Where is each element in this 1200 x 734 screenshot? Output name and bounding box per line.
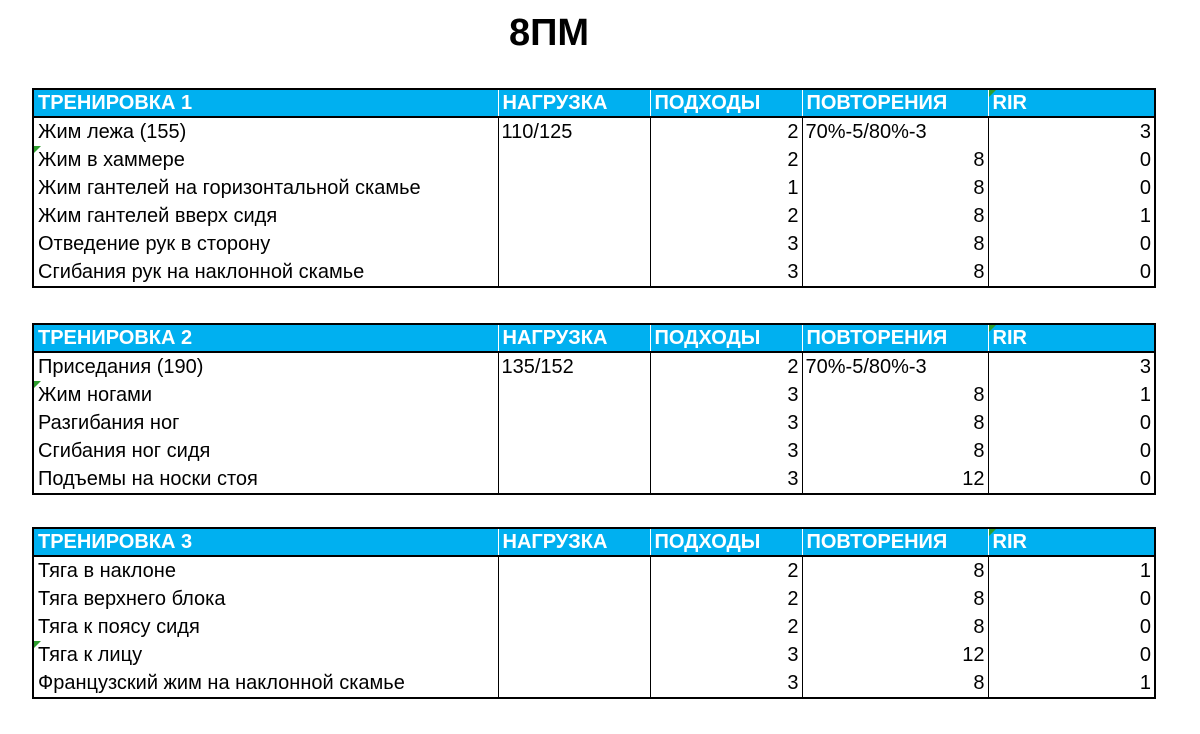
rir-column-label: RIR: [992, 91, 1027, 114]
load-column-header[interactable]: НАГРУЗКА: [498, 89, 650, 117]
rir-column-header[interactable]: [988, 528, 1155, 556]
reps-cell[interactable]: 12: [802, 641, 988, 669]
sets-cell[interactable]: 1: [650, 174, 802, 202]
reps-cell[interactable]: 8: [802, 669, 988, 698]
rir-cell[interactable]: 0: [988, 146, 1155, 174]
rir-cell[interactable]: 1: [988, 669, 1155, 698]
comment-marker-icon: [989, 529, 996, 536]
sets-cell[interactable]: 2: [650, 352, 802, 381]
exercise-label: Тяга к лицу: [38, 644, 143, 666]
sets-cell[interactable]: 3: [650, 437, 802, 465]
sets-cell[interactable]: 2: [650, 613, 802, 641]
comment-marker-icon: [34, 146, 41, 153]
load-cell[interactable]: [498, 409, 650, 437]
exercise-label: Жим ногами: [38, 384, 153, 406]
exercise-cell[interactable]: [33, 641, 498, 669]
table-row: [33, 381, 1155, 409]
rir-cell[interactable]: 0: [988, 465, 1155, 494]
rir-column-header[interactable]: [988, 89, 1155, 117]
reps-cell[interactable]: 8: [802, 146, 988, 174]
sets-column-header[interactable]: ПОДХОДЫ: [650, 89, 802, 117]
exercise-cell[interactable]: Тяга верхнего блока: [33, 585, 498, 613]
rir-cell[interactable]: 0: [988, 641, 1155, 669]
table-row: [33, 669, 1155, 698]
exercise-cell[interactable]: Подъемы на носки стоя: [33, 465, 498, 494]
table-row: [33, 465, 1155, 494]
exercise-cell[interactable]: [33, 146, 498, 174]
sets-cell[interactable]: 3: [650, 669, 802, 698]
sets-cell[interactable]: 2: [650, 585, 802, 613]
load-cell[interactable]: 135/152: [498, 352, 650, 381]
exercise-cell[interactable]: Жим лежа (155): [33, 117, 498, 146]
exercise-cell[interactable]: [33, 381, 498, 409]
load-cell[interactable]: 110/125: [498, 117, 650, 146]
load-cell[interactable]: [498, 465, 650, 494]
comment-marker-icon: [34, 641, 41, 648]
comment-marker-icon: [989, 90, 996, 97]
exercise-cell[interactable]: Отведение рук в сторону: [33, 230, 498, 258]
reps-cell[interactable]: 70%-5/80%-3: [802, 352, 988, 381]
rir-cell[interactable]: 3: [988, 117, 1155, 146]
reps-cell[interactable]: 8: [802, 258, 988, 287]
reps-cell[interactable]: 8: [802, 409, 988, 437]
sets-cell[interactable]: 3: [650, 409, 802, 437]
workout-table-3: [32, 527, 1156, 699]
load-cell[interactable]: [498, 258, 650, 287]
reps-column-header[interactable]: ПОВТОРЕНИЯ: [802, 324, 988, 352]
table-header-row: [33, 89, 1155, 117]
load-cell[interactable]: [498, 174, 650, 202]
rir-column-label: RIR: [992, 326, 1027, 349]
rir-cell[interactable]: 3: [988, 352, 1155, 381]
reps-cell[interactable]: 8: [802, 437, 988, 465]
reps-cell[interactable]: 8: [802, 230, 988, 258]
exercise-cell[interactable]: Тяга к поясу сидя: [33, 613, 498, 641]
rir-cell[interactable]: 0: [988, 409, 1155, 437]
workout-header[interactable]: ТРЕНИРОВКА 3: [33, 528, 498, 556]
table-row: [33, 230, 1155, 258]
table-row: [33, 641, 1155, 669]
exercise-cell[interactable]: Тяга в наклоне: [33, 556, 498, 585]
load-cell[interactable]: [498, 613, 650, 641]
rir-cell[interactable]: 0: [988, 258, 1155, 287]
table-row: [33, 556, 1155, 585]
table-row: [33, 613, 1155, 641]
sets-cell[interactable]: 3: [650, 465, 802, 494]
exercise-cell[interactable]: Разгибания ног: [33, 409, 498, 437]
sets-cell[interactable]: 3: [650, 258, 802, 287]
reps-cell[interactable]: 8: [802, 381, 988, 409]
workout-table-2: [32, 323, 1156, 495]
load-column-header[interactable]: НАГРУЗКА: [498, 528, 650, 556]
reps-cell[interactable]: 70%-5/80%-3: [802, 117, 988, 146]
table-row: [33, 352, 1155, 381]
sets-column-header[interactable]: ПОДХОДЫ: [650, 324, 802, 352]
load-cell[interactable]: [498, 202, 650, 230]
reps-cell[interactable]: 8: [802, 174, 988, 202]
sets-column-header[interactable]: ПОДХОДЫ: [650, 528, 802, 556]
reps-cell[interactable]: 8: [802, 613, 988, 641]
load-cell[interactable]: [498, 230, 650, 258]
load-cell[interactable]: [498, 381, 650, 409]
workout-table-1: [32, 88, 1156, 288]
sets-cell[interactable]: 2: [650, 146, 802, 174]
reps-cell[interactable]: 8: [802, 556, 988, 585]
table-row: [33, 258, 1155, 287]
sets-cell[interactable]: 3: [650, 230, 802, 258]
reps-cell[interactable]: 12: [802, 465, 988, 494]
rir-cell[interactable]: 0: [988, 585, 1155, 613]
rir-cell[interactable]: 0: [988, 174, 1155, 202]
exercise-cell[interactable]: Приседания (190): [33, 352, 498, 381]
comment-marker-icon: [989, 325, 996, 332]
comment-marker-icon: [34, 381, 41, 388]
table-row: [33, 585, 1155, 613]
sets-cell[interactable]: 2: [650, 202, 802, 230]
sets-cell[interactable]: 3: [650, 641, 802, 669]
reps-column-header[interactable]: ПОВТОРЕНИЯ: [802, 528, 988, 556]
sets-cell[interactable]: 2: [650, 117, 802, 146]
table-row: [33, 202, 1155, 230]
sets-cell[interactable]: 3: [650, 381, 802, 409]
rir-cell[interactable]: 1: [988, 381, 1155, 409]
rir-cell[interactable]: 1: [988, 556, 1155, 585]
exercise-cell[interactable]: Сгибания ног сидя: [33, 437, 498, 465]
reps-cell[interactable]: 8: [802, 202, 988, 230]
table-row: [33, 117, 1155, 146]
load-cell[interactable]: [498, 146, 650, 174]
load-cell[interactable]: [498, 437, 650, 465]
rir-column-header[interactable]: [988, 324, 1155, 352]
table-header-row: [33, 528, 1155, 556]
table-row: [33, 146, 1155, 174]
load-cell[interactable]: [498, 556, 650, 585]
exercise-cell[interactable]: Сгибания рук на наклонной скамье: [33, 258, 498, 287]
exercise-label: Жим в хаммере: [38, 149, 185, 171]
table-row: [33, 174, 1155, 202]
reps-column-header[interactable]: ПОВТОРЕНИЯ: [802, 89, 988, 117]
exercise-cell[interactable]: Французский жим на наклонной скамье: [33, 669, 498, 698]
load-cell[interactable]: [498, 585, 650, 613]
reps-cell[interactable]: 8: [802, 585, 988, 613]
workout-header[interactable]: ТРЕНИРОВКА 2: [33, 324, 498, 352]
load-column-header[interactable]: НАГРУЗКА: [498, 324, 650, 352]
rir-cell[interactable]: 1: [988, 202, 1155, 230]
sets-cell[interactable]: 2: [650, 556, 802, 585]
table-row: [33, 437, 1155, 465]
table-row: [33, 409, 1155, 437]
rir-cell[interactable]: 0: [988, 230, 1155, 258]
exercise-cell[interactable]: Жим гантелей на горизонтальной скамье: [33, 174, 498, 202]
rir-cell[interactable]: 0: [988, 613, 1155, 641]
load-cell[interactable]: [498, 641, 650, 669]
rir-cell[interactable]: 0: [988, 437, 1155, 465]
exercise-cell[interactable]: Жим гантелей вверх сидя: [33, 202, 498, 230]
load-cell[interactable]: [498, 669, 650, 698]
table-header-row: [33, 324, 1155, 352]
page-title: 8ПМ: [508, 12, 590, 54]
rir-column-label: RIR: [992, 530, 1027, 553]
workout-header[interactable]: ТРЕНИРОВКА 1: [33, 89, 498, 117]
